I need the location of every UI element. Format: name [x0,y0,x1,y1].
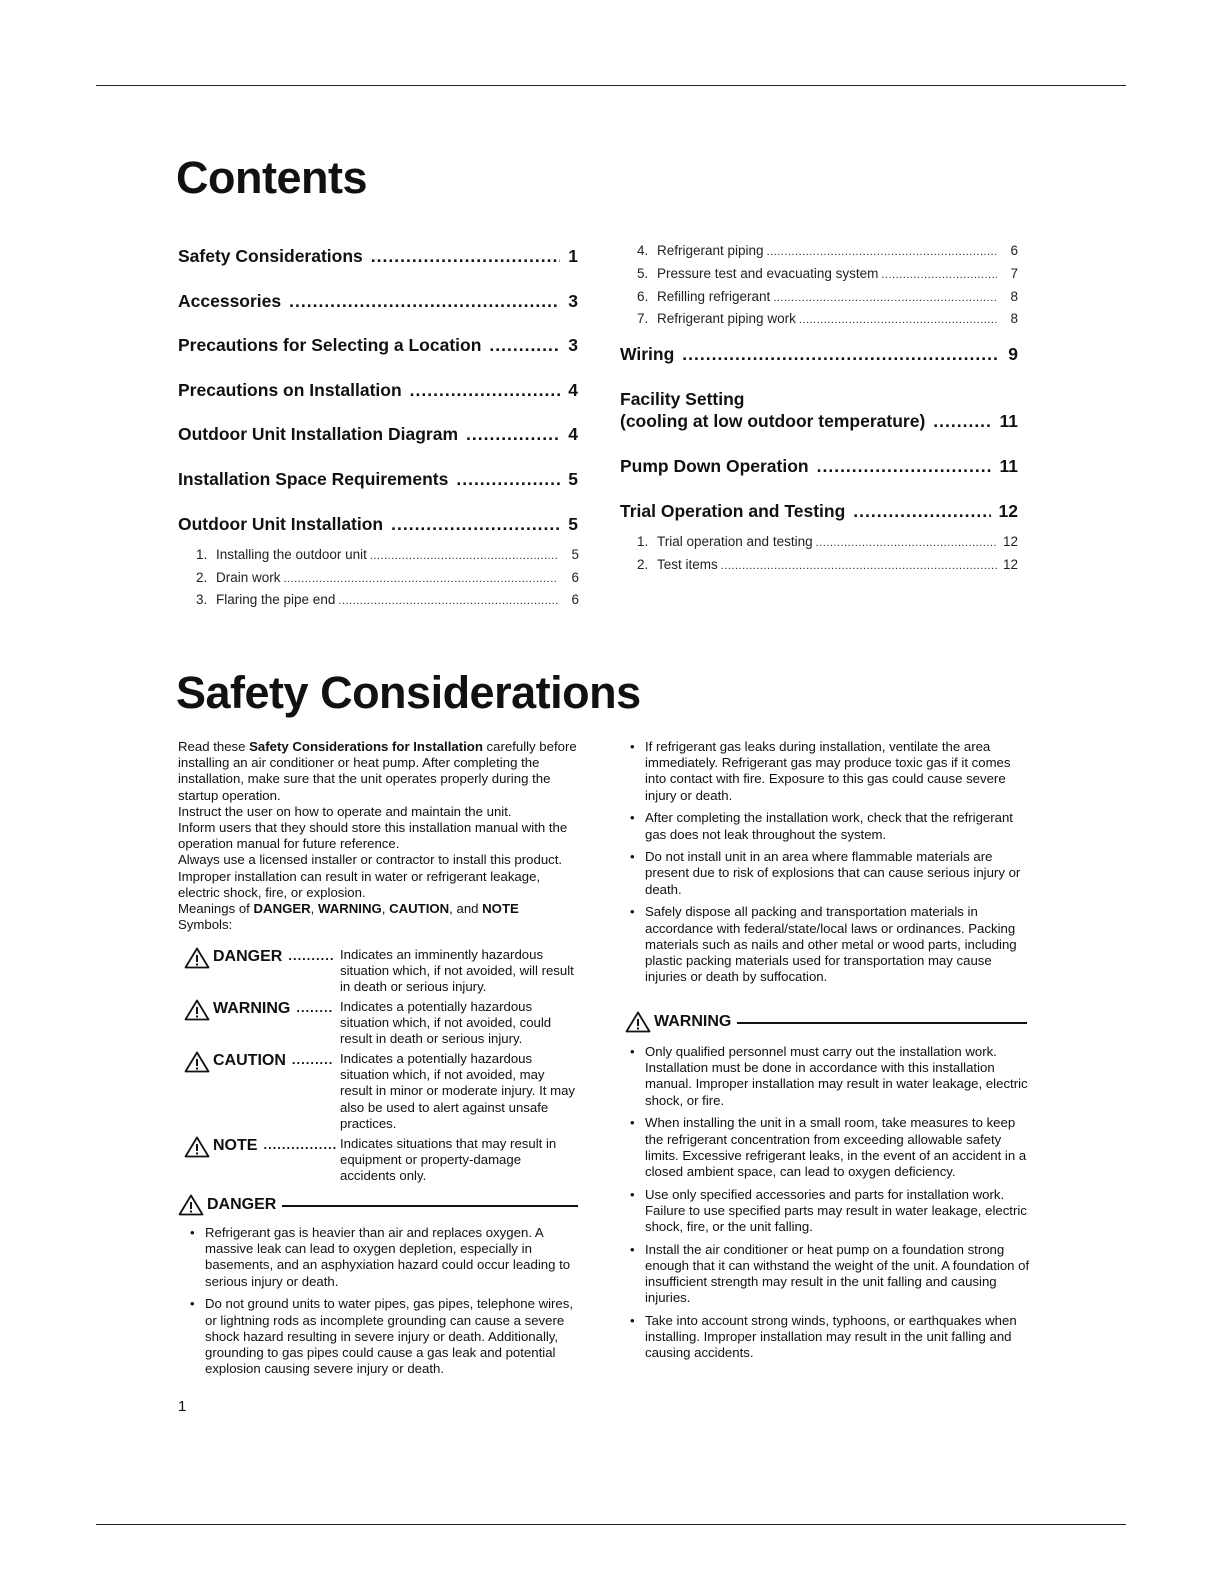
toc-subentry-number: 2. [637,557,649,572]
heading-rule [282,1205,578,1207]
toc-subentry-page: 6 [1010,243,1018,258]
toc-entry-label: Installation Space Requirements [178,469,449,489]
bullet-item: • Do not install unit in an area where flammable materials are present due to risk of explosions that can cause serious injury or death. [625,849,1030,898]
symbol-row [184,947,576,996]
bullet-item: • Refrigerant gas is heavier than air and replaces oxygen. A massive leak can lead to oxygen depletion, especially in basements, and an asphyxiation hazard could occur leading to serious injury or death. [185,1225,580,1290]
symbol-row [184,999,576,1048]
danger-list [185,1225,580,1384]
symbol-row [184,1136,576,1185]
safety-intro [178,739,578,933]
toc-entry-label: Wiring [620,344,675,364]
toc-subentry-label: Installing the outdoor unit [216,547,367,562]
toc-subentry-label: Refilling refrigerant [657,289,771,304]
symbol-word: CAUTION [213,1052,286,1069]
toc-entry-page: 5 [568,514,578,534]
symbol-row [184,1051,576,1132]
toc-subentry-number: 1. [196,547,208,562]
toc-entry[interactable] [178,291,578,312]
symbol-description: Indicates a potentially hazardous situation which, if not avoided, could result in death or serious injury. [340,999,552,1047]
toc-entry[interactable] [178,424,578,445]
toc-leader [284,573,558,585]
toc-leader [289,291,560,312]
symbol-description: Indicates a potentially hazardous situation which, if not avoided, may result in minor or moderate injury. It may also be used to alert against unsafe practices. [340,1051,576,1131]
toc-leader [721,560,997,572]
safety-title: Safety Considerations [176,667,641,718]
toc-subentry-number: 5. [637,266,649,281]
toc-subentry[interactable] [637,557,1018,572]
toc-leader [682,344,1000,365]
toc-leader [773,292,997,304]
symbol-label [184,999,340,1048]
toc-subentry-number: 1. [637,534,649,549]
toc-entry-label: Outdoor Unit Installation Diagram [178,424,459,444]
toc-entry-page: 12 [998,501,1018,521]
toc-subentry-label: Test items [657,557,718,572]
warning-triangle-icon [184,999,210,1021]
warning-heading-text: WARNING [654,1013,732,1030]
symbol-label [184,1136,340,1185]
symbol-word: WARNING [213,1000,291,1017]
toc-subentry-label: Drain work [216,570,281,585]
toc-subentry-label: Pressure test and evacuating system [657,266,879,281]
warning-triangle-icon [178,1194,204,1216]
meanings-danger: DANGER [253,901,311,917]
toc-entry-page: 3 [568,335,578,355]
top-rule [96,85,1126,86]
toc-entry-page: 3 [568,291,578,311]
symbol-leader: ......... [291,1052,334,1067]
toc-leader [767,246,997,258]
toc-entry-label: (cooling at low outdoor temperature) [620,411,926,431]
toc-subentry[interactable] [196,570,579,585]
toc-subentry-label: Flaring the pipe end [216,592,336,607]
meanings-symbols: Symbols: [178,917,233,933]
meanings-sep: , [381,901,390,917]
toc-entry[interactable] [178,380,578,401]
meanings-sep: , and [449,901,483,917]
intro-text-3: Inform users that they should store this installation manual with the operation manual for future reference. [178,820,568,852]
bullet-item: • Install the air conditioner or heat pump on a foundation strong enough that it can withstand the weight of the unit. A foundation of insufficient strength may result in the unit falling and causing injuries. [625,1242,1030,1307]
toc-entry-pump[interactable] [620,456,1018,477]
toc-subentry-label: Refrigerant piping [657,243,764,258]
toc-leader [816,537,997,549]
safety-right-list [625,739,1030,992]
toc-subentry-page: 5 [571,547,579,562]
toc-subentry-label: Refrigerant piping work [657,311,796,326]
toc-subentry-page: 8 [1010,311,1018,326]
symbol-leader: ........ [296,1000,334,1015]
toc-entry-page: 4 [568,380,578,400]
heading-rule [737,1022,1027,1024]
toc-subentry-number: 3. [196,592,208,607]
toc-leader [456,469,560,490]
toc-subentry-number: 7. [637,311,649,326]
symbol-label [184,1051,340,1132]
bottom-rule [96,1524,1126,1525]
toc-subentry[interactable] [637,289,1018,304]
toc-entry-page: 9 [1008,344,1018,364]
toc-entry-page: 4 [568,424,578,444]
toc-subentry-page: 6 [571,592,579,607]
intro-text: carefully before installing an air conditioner or heat pump. After completing the installation, make sure that the unit operates properly during the startup operation. [178,739,577,803]
toc-entry[interactable] [178,335,578,356]
symbol-leader: ................ [263,1137,338,1152]
toc-entry-label: Safety Considerations [178,246,363,266]
toc-entry-trial[interactable] [620,501,1018,522]
toc-leader [933,411,991,432]
toc-subentry[interactable] [637,243,1018,258]
toc-entry-label: Precautions on Installation [178,380,402,400]
symbol-word: NOTE [213,1137,258,1154]
intro-text-2: Instruct the user on how to operate and maintain the unit. [178,803,512,819]
toc-entry-facility[interactable] [620,411,1018,432]
toc-entry-label: Accessories [178,291,282,311]
toc-entry[interactable] [178,514,578,535]
toc-entry-facility-line1: Facility Setting [620,389,745,409]
toc-subentry[interactable] [196,592,579,607]
warning-triangle-icon [625,1011,651,1033]
bullet-item: • After completing the installation work, check that the refrigerant gas does not leak throughout the system. [625,810,1030,842]
symbol-description: Indicates situations that may result in equipment or property-damage accidents only. [340,1136,557,1184]
contents-title: Contents [176,152,367,203]
bullet-item: • Do not ground units to water pipes, gas pipes, telephone wires, or lightning rods as incomplete grounding can cause a severe shock hazard resulting in severe injury or death. Additionally, grounding to gas pipes could cause a gas leak and potential explosion causing severe injury or death. [185,1296,580,1377]
meanings-sep: , [310,901,318,917]
toc-subentry-number: 2. [196,570,208,585]
toc-entry-page: 11 [999,456,1018,476]
toc-leader [338,595,558,607]
toc-subentry-label: Trial operation and testing [657,534,813,549]
bullet-item: • When installing the unit in a small room, take measures to keep the refrigerant concentration from exceeding allowable safety limits. Excessive refrigerant leaks, in the event of an accident in a closed ambient space, can lead to oxygen deficiency. [625,1115,1030,1180]
intro-text-4: Always use a licensed installer or contractor to install this product. Improper installation can result in water or refrigerant leakage, electric shock, fire, or explosion. [178,852,563,900]
toc-leader [817,456,992,477]
bullet-item: • Only qualified personnel must carry out the installation work. Installation must be done in accordance with this installation manual. Improper installation may result in water leakage, electric shock, or fire. [625,1044,1030,1109]
meanings-warning: WARNING [318,901,382,917]
toc-subentry[interactable] [637,266,1018,281]
toc-leader [489,335,560,356]
bullet-item: • Use only specified accessories and parts for installation work. Failure to use specified parts may result in water leakage, electric shock, fire, or the unit falling. [625,1187,1030,1236]
warning-list [625,1044,1030,1368]
symbol-word: DANGER [213,948,283,965]
bullet-item: • If refrigerant gas leaks during installation, ventilate the area immediately. Refrigerant gas may produce toxic gas if it comes into contact with fire. Exposure to this gas could cause severe injury or death. [625,739,1030,804]
danger-heading [178,1194,578,1216]
toc-entry-page: 11 [999,411,1018,431]
toc-subentry-number: 6. [637,289,649,304]
bullet-item: • Safely dispose all packing and transportation materials in accordance with federal/state/local laws or ordinances. Packing materials such as nails and other metal or wood parts, including plastic packing materials used for transportation may cause injuries or death by suffocation. [625,904,1030,985]
danger-heading-text: DANGER [207,1196,277,1213]
toc-leader [881,269,997,281]
toc-subentry-page: 8 [1010,289,1018,304]
meanings-caution: CAUTION [389,901,450,917]
toc-entry[interactable] [178,469,578,490]
page-number: 1 [178,1398,187,1415]
symbol-leader: .......... [288,948,335,963]
toc-subentry[interactable] [196,547,579,562]
meanings-note: NOTE [482,901,519,917]
meanings-text: Meanings of [178,901,254,917]
toc-entry-label: Pump Down Operation [620,456,809,476]
toc-leader [410,380,561,401]
symbol-description: Indicates an imminently hazardous situation which, if not avoided, will result in death or serious injury. [340,947,574,995]
symbol-label [184,947,340,996]
toc-subentry[interactable] [637,311,1018,326]
toc-leader [371,246,560,267]
warning-triangle-icon [184,947,210,969]
toc-leader [391,514,560,535]
intro-text: Read these [178,739,250,754]
toc-entry-page: 1 [568,246,578,266]
toc-subentry-page: 12 [1002,534,1018,549]
toc-subentry-page: 12 [1002,557,1018,572]
toc-subentry-page: 6 [571,570,579,585]
toc-entry-wiring[interactable] [620,344,1018,365]
toc-subentry-number: 4. [637,243,649,258]
toc-leader [853,501,990,522]
toc-leader [799,314,997,326]
intro-bold: Safety Considerations for Installation [249,739,483,754]
warning-triangle-icon [184,1136,210,1158]
toc-subentry[interactable] [637,534,1018,549]
toc-entry-label: Precautions for Selecting a Location [178,335,482,355]
toc-entry[interactable] [178,246,578,267]
toc-leader [370,550,558,562]
warning-triangle-icon [184,1051,210,1073]
toc-subentry-page: 7 [1010,266,1018,281]
toc-entry-page: 5 [568,469,578,489]
toc-entry-label: Outdoor Unit Installation [178,514,384,534]
toc-entry-label: Trial Operation and Testing [620,501,846,521]
toc-leader [466,424,560,445]
warning-heading [625,1011,1027,1033]
bullet-item: • Take into account strong winds, typhoons, or earthquakes when installing. Improper installation may result in the unit falling and causing accidents. [625,1313,1030,1362]
